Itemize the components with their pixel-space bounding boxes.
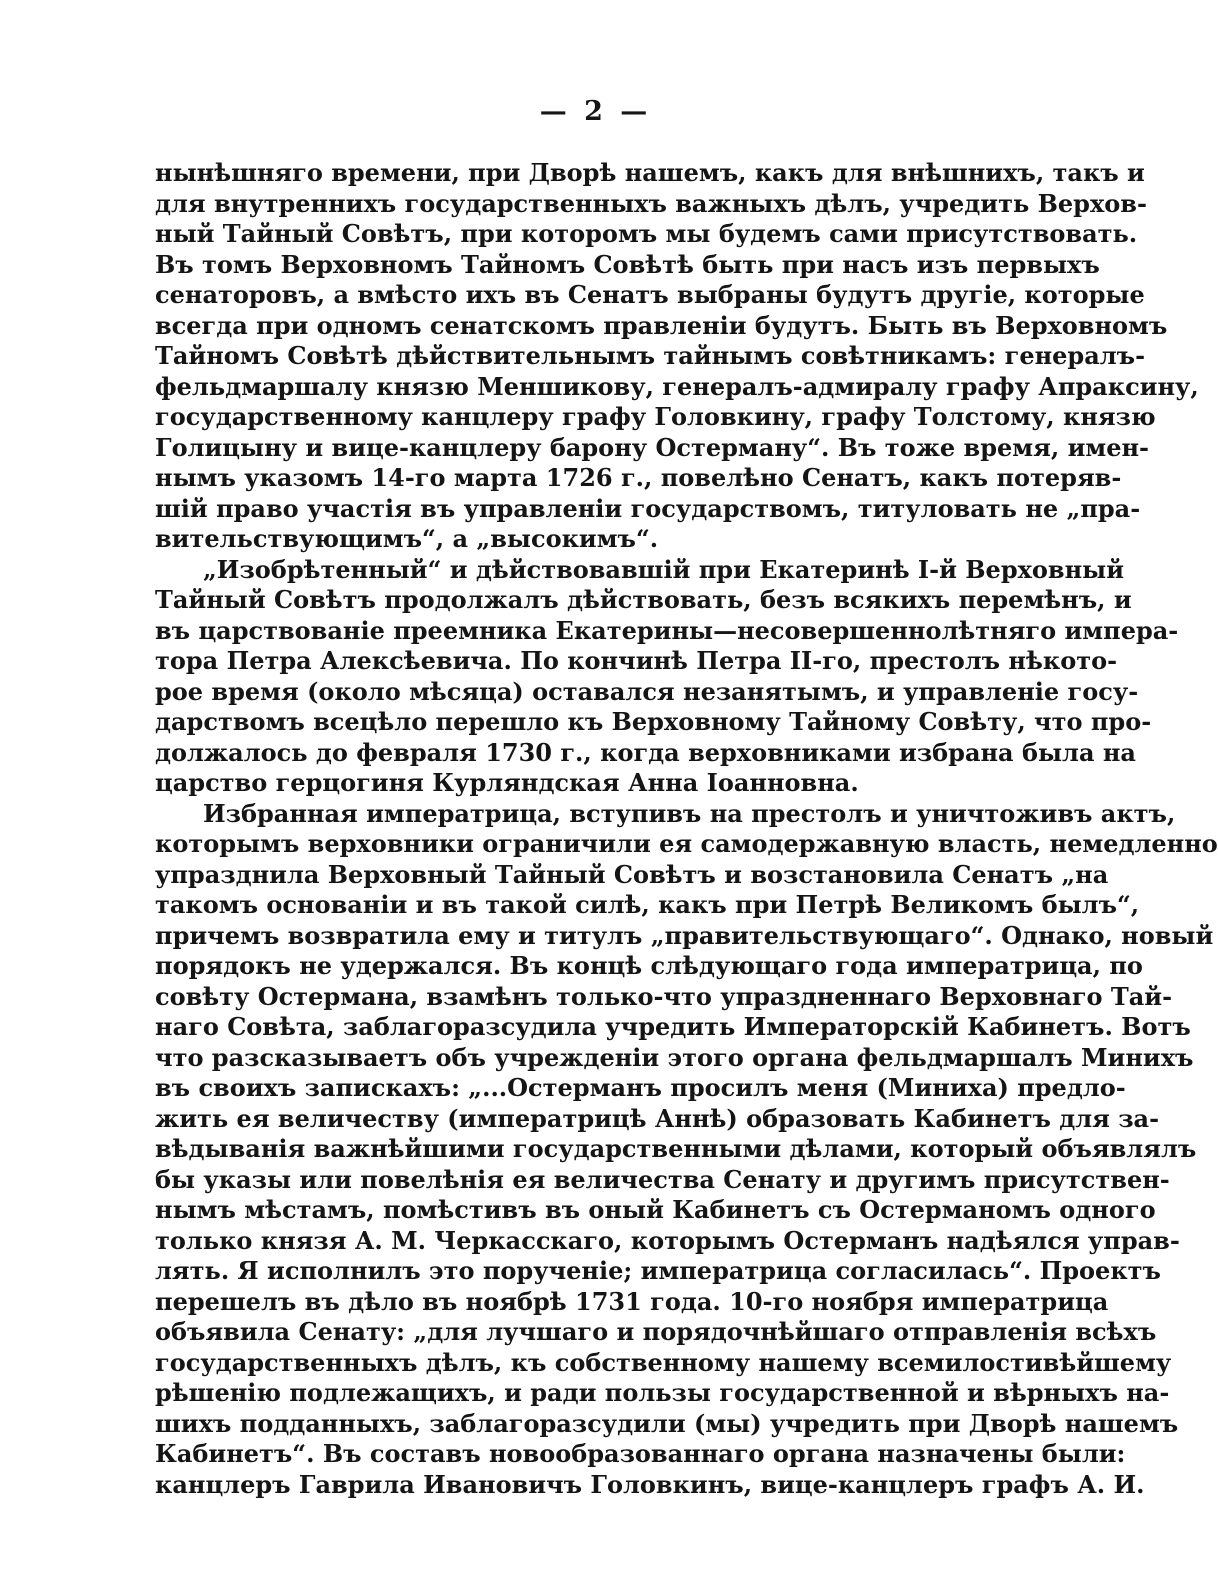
text-line: „Изобрѣтенный“ и дѣйствовавшій при Екатеринѣ I-й Верховный (203, 554, 1125, 584)
text-line: объявила Сенату: „для лучшаго и порядочнѣйшаго отправленія всѣхъ (155, 1317, 1157, 1346)
text-line: нынѣшняго времени, при Дворѣ нашемъ, какъ для внѣшнихъ, такъ и (155, 158, 1145, 187)
text-line: причемъ возвратила ему и титулъ „правительствующаго“. Однако, новый (155, 920, 1214, 950)
text-line: тора Петра Алексѣевича. По кончинѣ Петра II-го, престолъ нѣкото- (155, 646, 1118, 675)
text-line: только князя А. М. Черкасскаго, которымъ Остерманъ надѣялся управ- (155, 1225, 1180, 1255)
text-line: бы указы или повелѣнія ея величества Сенату и другимъ присутствен- (155, 1164, 1170, 1194)
text-line: нымъ мѣстамъ, помѣстивъ въ оный Кабинетъ съ Остерманомъ одного (155, 1195, 1156, 1224)
text-line: шій право участія въ управленіи государствомъ, титуловать не „пра- (155, 493, 1141, 523)
text-line: порядокъ не удержался. Въ концѣ слѣдующаго года императрица, по (155, 951, 1143, 980)
text-line: Избранная императрица, вступивъ на престолъ и уничтоживъ актъ, (203, 798, 1176, 828)
text-line: вительствующимъ“, а „высокимъ“. (155, 524, 659, 553)
text-line: Въ томъ Верховномъ Тайномъ Совѣтѣ быть при насъ изъ первыхъ (155, 249, 1100, 279)
text-line: государственному канцлеру графу Головкину, графу Толстому, князю (155, 402, 1156, 431)
paragraph-2 (155, 554, 1179, 799)
text-line: всегда при одномъ сенатскомъ правленіи будутъ. Быть въ Верховномъ (155, 310, 1168, 340)
text-line: Кабинетъ“. Въ составъ новообразованнаго органа назначены были: (155, 1439, 1126, 1468)
text-line: что разсказываетъ объ учрежденіи этого органа фельдмаршалъ Минихъ (155, 1042, 1194, 1072)
paragraph-1 (155, 158, 1199, 555)
text-line: наго Совѣта, заблагоразсудила учредить Императорскій Кабинетъ. Вотъ (155, 1012, 1191, 1041)
text-line: Голицыну и вице-канцлеру барону Остерману“. Въ тоже время, имен- (155, 432, 1150, 462)
text-line: для внутреннихъ государственныхъ важныхъ дѣлъ, учредить Верхов- (155, 188, 1147, 218)
text-line: упразднила Верховный Тайный Совѣтъ и возстановила Сенатъ „на (155, 859, 1109, 889)
text-line: шихъ подданныхъ, заблагоразсудили (мы) учредить при Дворѣ нашемъ (155, 1408, 1179, 1438)
text-line: государственныхъ дѣлъ, къ собственному нашему всемилостивѣйшему (155, 1347, 1172, 1377)
text-line: царство герцогиня Курляндская Анна Іоанновна. (155, 768, 859, 797)
text-line: перешелъ въ дѣло въ ноябрѣ 1731 года. 10-го ноября императрица (155, 1286, 1109, 1316)
page-number: — 2 — (539, 96, 652, 127)
text-line: рое время (около мѣсяца) оставался незанятымъ, и управленіе госу- (155, 676, 1139, 706)
text-line: вѣдыванія важнѣйшими государственными дѣлами, который объявлялъ (155, 1134, 1197, 1163)
text-line: въ своихъ запискахъ: „...Остерманъ просилъ меня (Миниха) предло- (155, 1073, 1126, 1102)
text-line: такомъ основаніи и въ такой силѣ, какъ при Петрѣ Великомъ былъ“, (155, 890, 1140, 919)
text-line: въ царствованіе преемника Екатерины—несовершеннолѣтняго импера- (155, 615, 1179, 645)
text-line: сенаторовъ, а вмѣсто ихъ въ Сенатъ выбраны будутъ другіе, которые (155, 280, 1145, 309)
text-line: которымъ верховники ограничили ея самодержавную власть, немедленно (155, 829, 1218, 858)
body-text (155, 158, 1218, 1500)
text-line: лять. Я исполнилъ это порученіе; императрица согласилась“. Проектъ (155, 1256, 1161, 1285)
text-line: ный Тайный Совѣтъ, при которомъ мы будемъ сами присутствовать. (155, 219, 1138, 248)
text-line: канцлеръ Гаврила Ивановичъ Головкинъ, вице-канцлеръ графъ А. И. (155, 1469, 1145, 1499)
text-line: дарствомъ всецѣло перешло къ Верховному Тайному Совѣту, что про- (155, 707, 1152, 736)
text-line: Тайномъ Совѣтѣ дѣйствительнымъ тайнымъ совѣтникамъ: генералъ- (155, 341, 1146, 370)
text-line: нымъ указомъ 14-го марта 1726 г., повелѣно Сенатъ, какъ потеряв- (155, 463, 1122, 492)
text-line: фельдмаршалу князю Меншикову, генералъ-адмиралу графу Апраксину, (155, 371, 1199, 401)
text-line: Тайный Совѣтъ продолжалъ дѣйствовать, безъ всякихъ перемѣнъ, и (155, 585, 1132, 614)
text-line: совѣту Остермана, взамѣнъ только-что упраздненнаго Верховнаго Тай- (155, 981, 1173, 1011)
text-line: рѣшенію подлежащихъ, и ради пользы государственной и вѣрныхъ на- (155, 1378, 1170, 1407)
text-line: жить ея величеству (императрицѣ Аннѣ) образовать Кабинетъ для за- (155, 1103, 1160, 1133)
paragraph-3 (155, 798, 1218, 1501)
text-line: должалось до февраля 1730 г., когда верховниками избрана была на (155, 737, 1136, 767)
